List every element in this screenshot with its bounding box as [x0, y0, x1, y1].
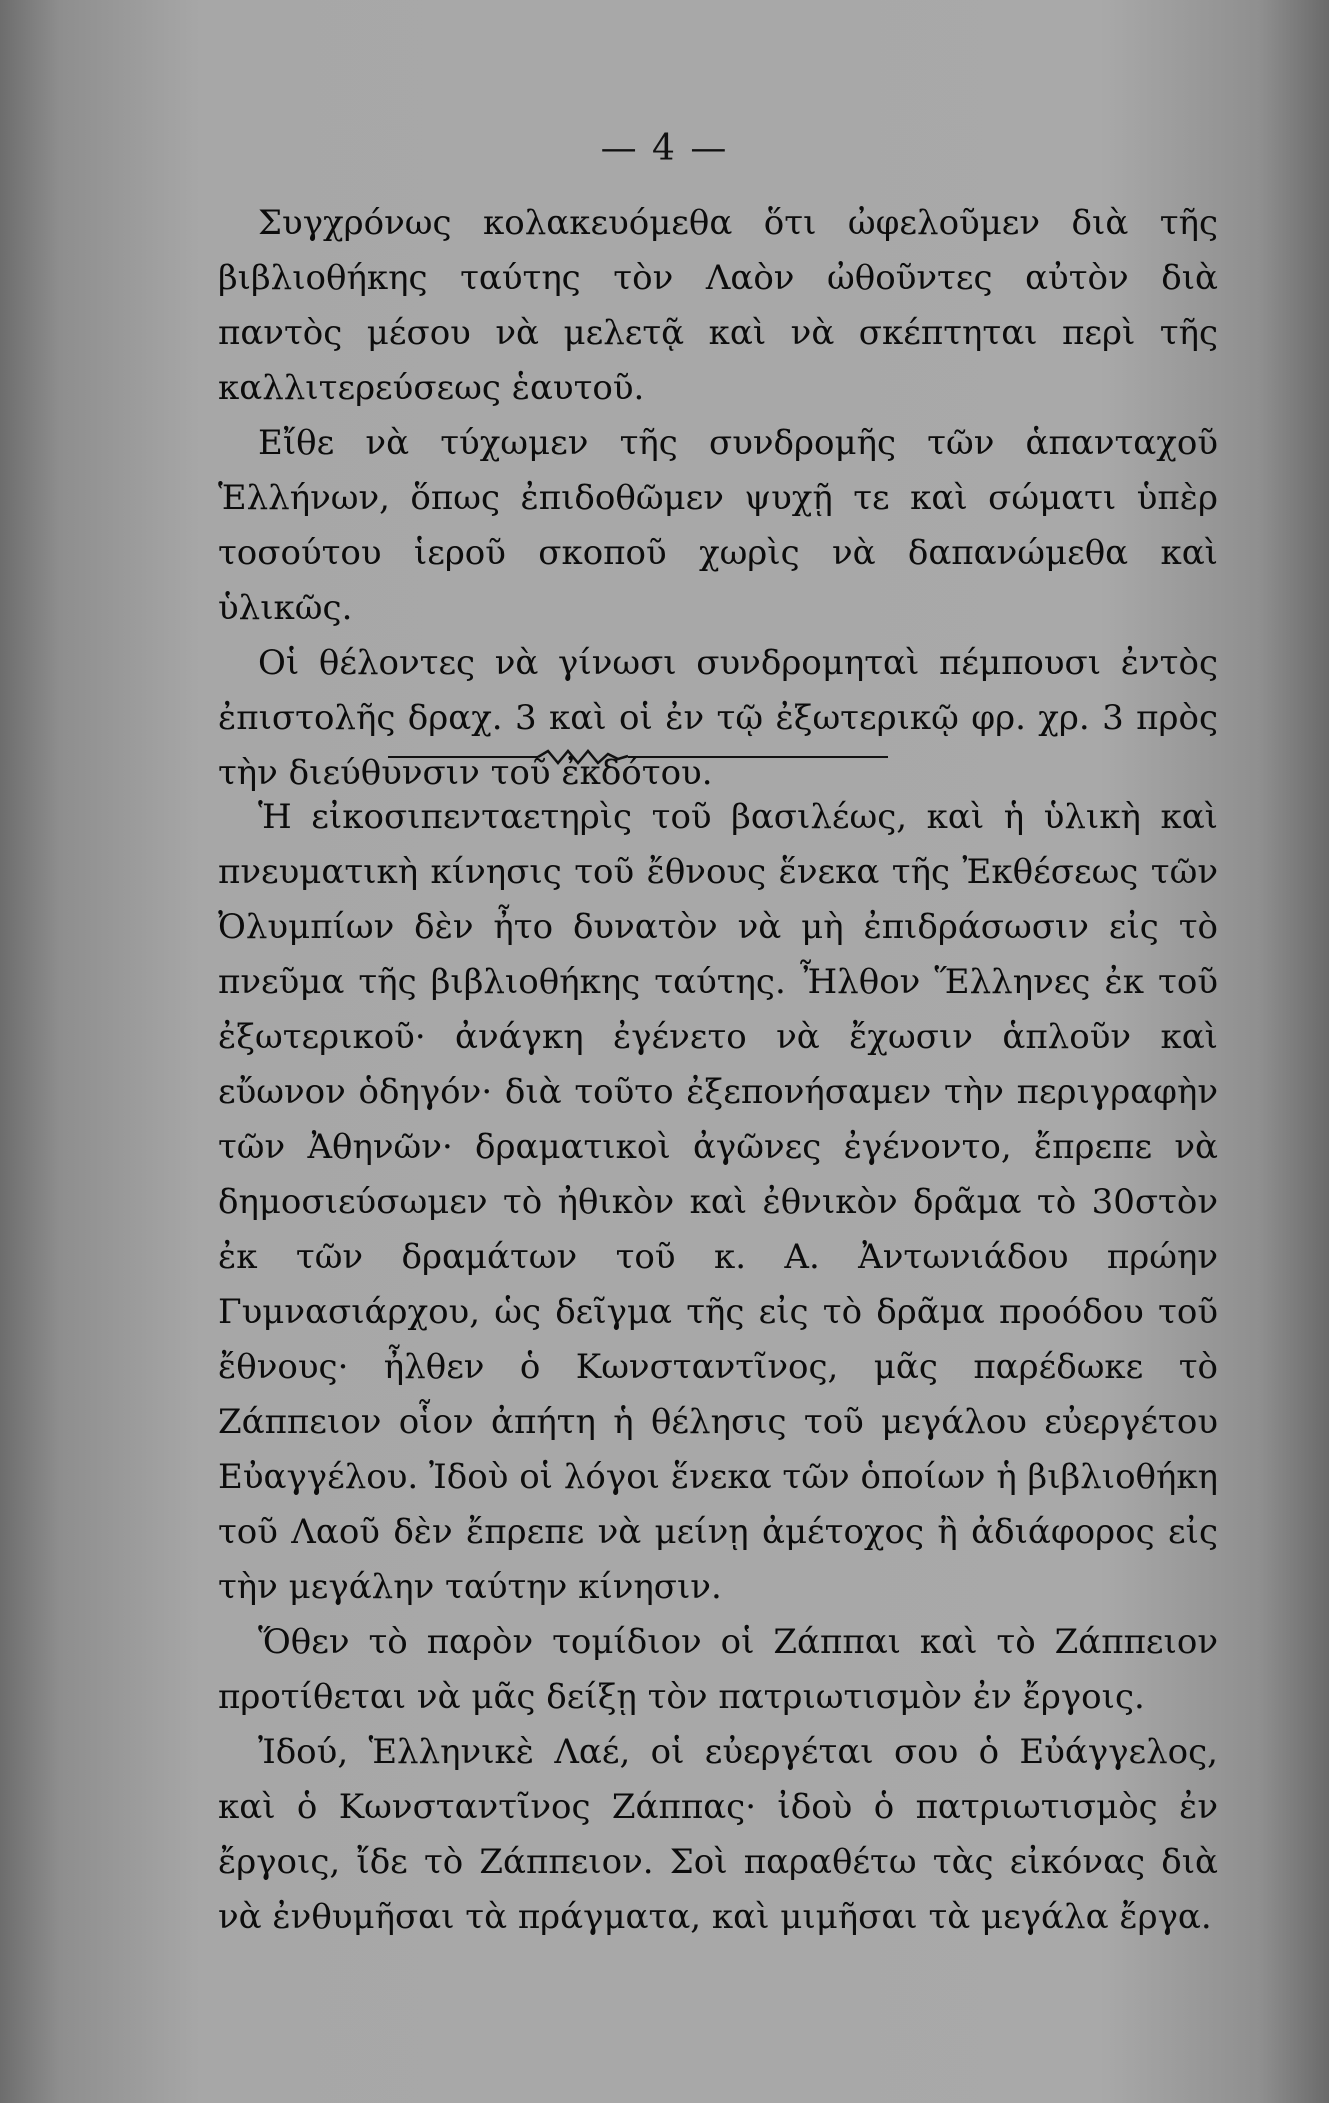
page-number: — 4 — [600, 128, 729, 169]
divider-ornament-icon [388, 742, 888, 772]
main-section [218, 790, 1218, 1945]
paragraph-4: Ἡ εἰκοσιπενταετηρὶς τοῦ βασιλέως, καὶ ἡ ὑλικὴ καὶ πνευματικὴ κίνησις τοῦ ἔθνους ἕνεκα τῆς Ἐκθέσεως τῶν Ὀλυμπίων δὲν ἦτο δυνατὸν νὰ μὴ ἐπιδράσωσιν εἰς τὸ πνεῦμα τῆς βιβλιοθήκης ταύτης. Ἦλθον Ἕλληνες ἐκ τοῦ ἐξωτερικοῦ· ἀνάγκη ἐγένετο νὰ ἔχωσιν ἁπλοῦν καὶ εὔωνον ὁδηγόν· διὰ τοῦτο ἐξεπονήσαμεν τὴν περιγραφὴν τῶν Ἀθηνῶν· δραματικοὶ ἀγῶνες ἐγένοντο, ἔπρεπε νὰ δημοσιεύσωμεν τὸ ἠθικὸν καὶ ἐθνικὸν δρᾶμα τὸ 30στὸν ἐκ τῶν δραμάτων τοῦ κ. Α. Ἀντωνιάδου πρώην Γυμνασιάρχου, ὡς δεῖγμα τῆς εἰς τὸ δρᾶμα προόδου τοῦ ἔθνους· ἦλθεν ὁ Κωνσταντῖνος, μᾶς παρέδωκε τὸ Ζάππειον οἷον ἀπήτη ἡ θέλησις τοῦ μεγάλου εὐεργέτου Εὐαγγέλου. Ἰδοὺ οἱ λόγοι ἕνεκα τῶν ὁποίων ἡ βιβλιοθήκη τοῦ Λαοῦ δὲν ἔπρεπε νὰ μείνῃ ἀμέτοχος ἢ ἀδιάφορος εἰς τὴν μεγάλην ταύτην κίνησιν. [218, 797, 1218, 1607]
paragraph-5: Ὅθεν τὸ παρὸν τομίδιον οἱ Ζάππαι καὶ τὸ Ζάππειον προτίθεται νὰ μᾶς δείξῃ τὸν πατριωτισμὸν ἐν ἔργοις. [218, 1622, 1218, 1717]
ornamental-divider [388, 742, 888, 772]
intro-section [218, 196, 1218, 801]
paragraph-6: Ἰδού, Ἑλληνικὲ Λαέ, οἱ εὐεργέται σου ὁ Εὐάγγελος, καὶ ὁ Κωνσταντῖνος Ζάππας· ἰδοὺ ὁ πατριωτισμὸς ἐν ἔργοις, ἴδε τὸ Ζάππειον. Σοὶ παραθέτω τὰς εἰκόνας διὰ νὰ ἐνθυμῆσαι τὰ πράγματα, καὶ μιμῆσαι τὰ μεγάλα ἔργα. [218, 1732, 1218, 1937]
paragraph-1: Συγχρόνως κολακευόμεθα ὅτι ὠφελοῦμεν διὰ τῆς βιβλιοθήκης ταύτης τὸν Λαὸν ὠθοῦντες αὐτὸν διὰ παντὸς μέσου νὰ μελετᾷ καὶ νὰ σκέπτηται περὶ τῆς καλλιτερεύσεως ἑαυτοῦ. [218, 203, 1218, 408]
paragraph-2: Εἴθε νὰ τύχωμεν τῆς συνδρομῆς τῶν ἁπανταχοῦ Ἑλλήνων, ὅπως ἐπιδοθῶμεν ψυχῇ τε καὶ σώματι ὑπὲρ τοσούτου ἱεροῦ σκοποῦ χωρὶς νὰ δαπανώμεθα καὶ ὑλικῶς. [218, 423, 1218, 628]
paragraph-3: Οἱ θέλοντες νὰ γίνωσι συνδρομηταὶ πέμπουσι ἐντὸς ἐπιστολῆς δραχ. 3 καὶ οἱ ἐν τῷ ἐξωτερικῷ φρ. χρ. 3 πρὸς τὴν διεύθυνσιν τοῦ ἐκδότου. [218, 643, 1218, 793]
